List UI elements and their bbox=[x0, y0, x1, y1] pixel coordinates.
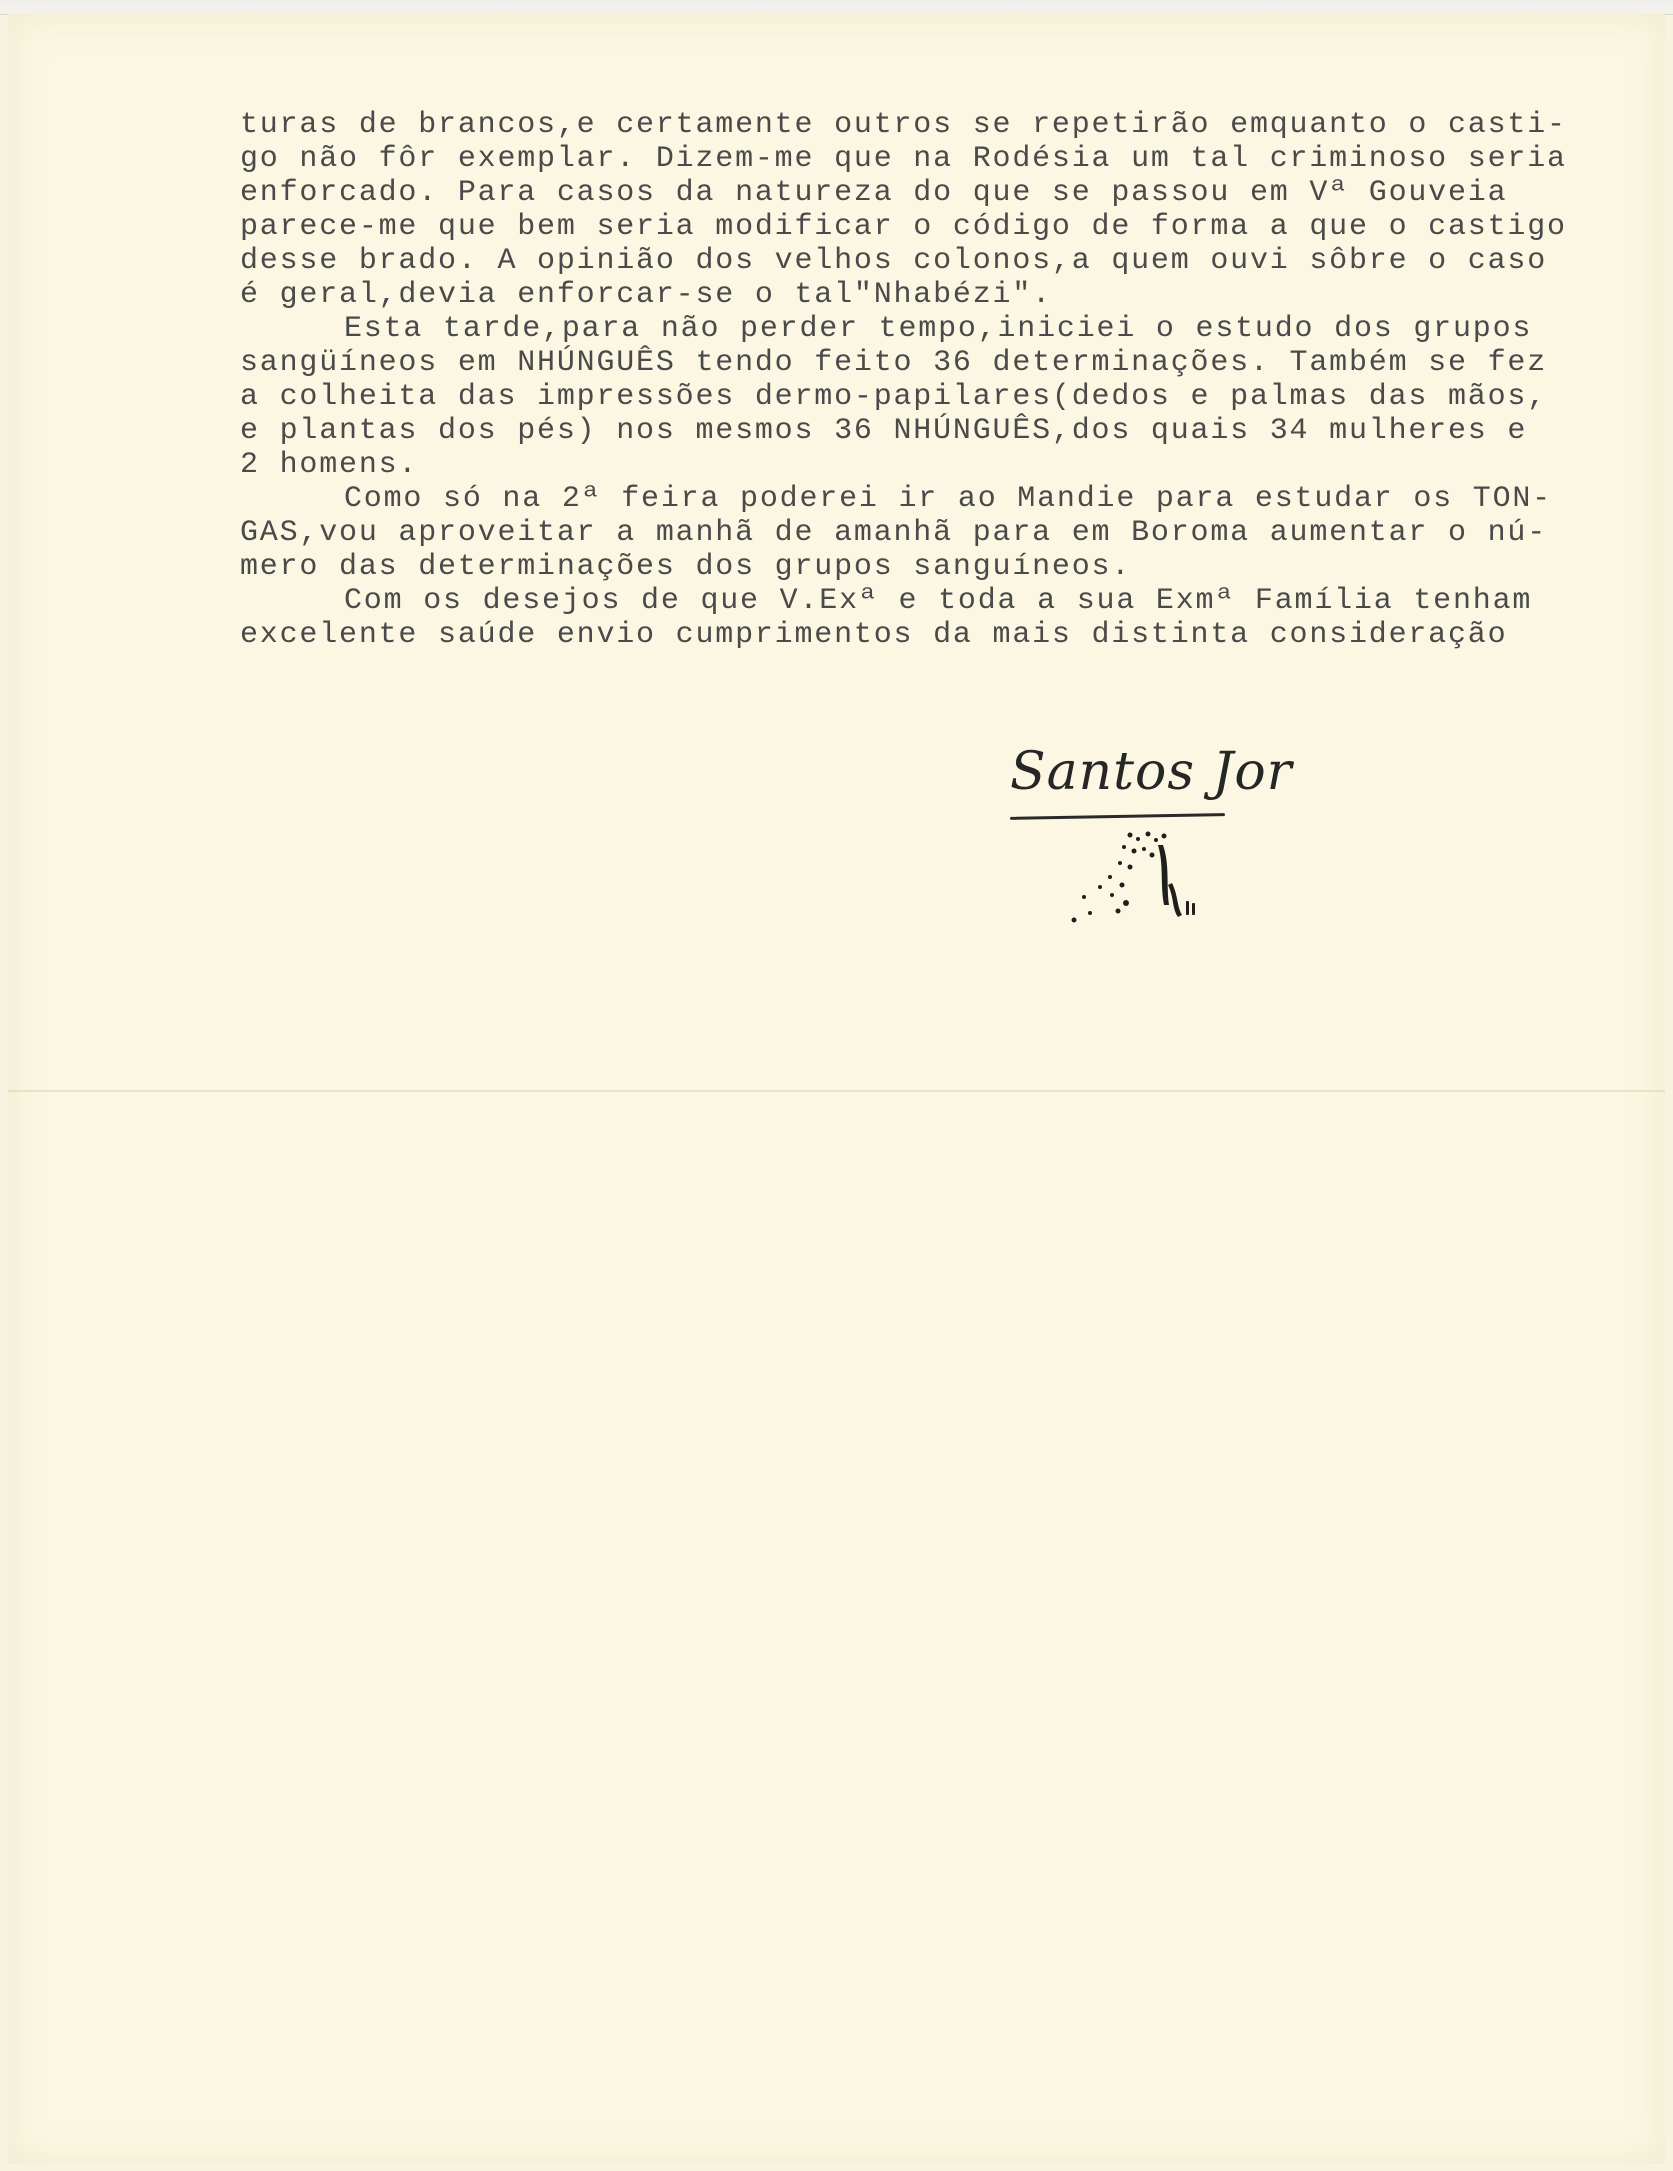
letter-line: GAS,vou aproveitar a manhã de amanhã para em Boroma aumentar o nú- bbox=[240, 516, 1547, 550]
letter-line: mero das determinações dos grupos sanguíneos. bbox=[240, 550, 1132, 584]
paper-fold-line bbox=[8, 1090, 1665, 1092]
letter-line-paragraph-start: Com os desejos de que V.Exª e toda a sua Exmª Família tenham bbox=[344, 584, 1533, 618]
letter-line: 2 homens. bbox=[240, 448, 419, 482]
letter-line: excelente saúde envio cumprimentos da mais distinta consideração bbox=[240, 618, 1508, 652]
letter-line: turas de brancos,e certamente outros se repetirão emquanto o casti- bbox=[240, 108, 1567, 142]
page-top-edge bbox=[0, 0, 1673, 15]
letter-line: parece-me que bem seria modificar o código de forma a que o castigo bbox=[240, 210, 1567, 244]
letter-line: é geral,devia enforcar-se o tal"Nhabézi". bbox=[240, 278, 1052, 312]
letter-line: sangüíneos em NHÚNGUÊS tendo feito 36 determinações. Também se fez bbox=[240, 346, 1547, 380]
letter-line: go não fôr exemplar. Dizem-me que na Rodésia um tal criminoso seria bbox=[240, 142, 1567, 176]
handwritten-signature: Santos Jor bbox=[1010, 742, 1293, 802]
letter-line: enforcado. Para casos da natureza do que se passou em Vª Gouveia bbox=[240, 176, 1508, 210]
letter-line: a colheita das impressões dermo-papilares(dedos e palmas das mãos, bbox=[240, 380, 1547, 414]
letter-line-paragraph-start: Esta tarde,para não perder tempo,iniciei o estudo dos grupos bbox=[344, 312, 1533, 346]
letter-line-paragraph-start: Como só na 2ª feira poderei ir ao Mandie para estudar os TON- bbox=[344, 482, 1552, 516]
ink-blot-mark bbox=[1060, 825, 1220, 945]
letter-line: desse brado. A opinião dos velhos colonos,a quem ouvi sôbre o caso bbox=[240, 244, 1547, 278]
letter-line: e plantas dos pés) nos mesmos 36 NHÚNGUÊS,dos quais 34 mulheres e bbox=[240, 414, 1528, 448]
letter-body bbox=[240, 108, 1650, 652]
